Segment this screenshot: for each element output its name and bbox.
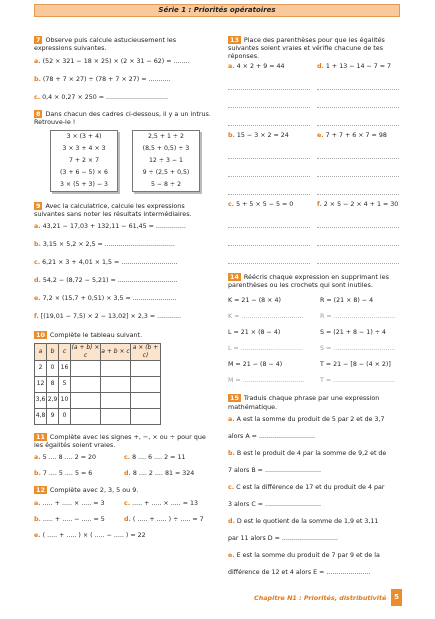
box-expression: 3 × (3 + 4) bbox=[66, 133, 102, 141]
item-letter: b. bbox=[228, 449, 235, 457]
item-expr: (52 × 321 − 18 × 25) × (2 × 31 − 62) = ........ bbox=[42, 58, 190, 66]
intruder-box-2 bbox=[132, 130, 200, 192]
answer-line[interactable] bbox=[317, 255, 399, 264]
item-c bbox=[34, 259, 214, 267]
item-c bbox=[34, 94, 214, 102]
answer-line[interactable] bbox=[317, 117, 399, 126]
item-c bbox=[228, 484, 406, 509]
item-letter: b. bbox=[34, 76, 41, 84]
item-b bbox=[228, 450, 406, 475]
answer-line[interactable] bbox=[317, 219, 399, 228]
item-answer[interactable]: alors A = ............................ bbox=[228, 432, 315, 440]
item-answer[interactable]: par 11 alors D = ............................ bbox=[228, 534, 338, 542]
item-letter: d. bbox=[34, 276, 41, 284]
table-cell: 12 bbox=[35, 376, 47, 392]
answer-line[interactable] bbox=[228, 99, 310, 108]
item-answer[interactable]: différence de 12 et 4 alors E = ...................... bbox=[228, 568, 371, 576]
table-cell: 0 bbox=[47, 360, 59, 376]
answer-line[interactable] bbox=[228, 81, 310, 90]
answer-line[interactable]: K = ............................... bbox=[228, 313, 304, 321]
item-letter: a. bbox=[34, 58, 41, 66]
item-text: E est la somme du produit de 7 par 9 et de la bbox=[236, 551, 380, 559]
header-cell: (a + b) × c bbox=[71, 343, 100, 359]
exercise-text: Réécris chaque expression en supprimant les parenthèses ou les crochets qui sont inutiles. bbox=[228, 273, 389, 290]
answer-line[interactable] bbox=[228, 168, 310, 177]
table-cell: 10 bbox=[59, 392, 71, 408]
item-d bbox=[228, 518, 406, 543]
answer-cell[interactable] bbox=[71, 392, 101, 408]
exercise-number: 11 bbox=[36, 432, 45, 441]
answer-cell[interactable] bbox=[71, 408, 101, 424]
header-cell: a bbox=[35, 343, 47, 360]
item-letter: b. bbox=[34, 240, 41, 248]
exercise-number: 10 bbox=[36, 330, 45, 339]
item-b bbox=[228, 132, 317, 195]
item-expr: [(19,01 − 7,5) × 2 − 13,02] × 2,3 = ............ bbox=[40, 312, 182, 320]
values-table bbox=[34, 343, 161, 425]
item-letter: f. bbox=[34, 312, 39, 320]
item-expr: 3,15 × 5,2 × 2,5 = ................................... bbox=[42, 240, 175, 248]
answer-cell[interactable] bbox=[71, 360, 101, 376]
item-letter: b. bbox=[34, 470, 41, 478]
exercise-text: Complète avec les signes +, −, × ou ÷ pour que les égalités soient vraies. bbox=[34, 432, 206, 449]
exercise-9 bbox=[34, 202, 214, 320]
item-expr: 1 + 13 − 14 − 7 = 7 bbox=[325, 63, 392, 71]
exercise-14 bbox=[228, 273, 406, 385]
item-expr: 7 + 7 + 6 × 7 = 98 bbox=[325, 132, 387, 140]
left-column bbox=[34, 22, 214, 540]
answer-line[interactable]: M = ............................... bbox=[228, 377, 305, 385]
item-letter: c. bbox=[34, 94, 41, 102]
header-cell: c bbox=[59, 343, 71, 360]
expression: S = (21 + 8 − 1) ÷ 4 bbox=[320, 329, 387, 337]
answer-cell[interactable] bbox=[131, 408, 161, 424]
box-expression: 3 × (5 + 3) − 3 bbox=[60, 181, 108, 189]
exercise-number: 7 bbox=[36, 36, 41, 44]
answer-cell[interactable] bbox=[101, 360, 131, 376]
table-cell: 5 bbox=[59, 376, 71, 392]
exercise-text: Place des parenthèses pour que les égalités suivantes soient vraies et vérifie chacune de tes réponses. bbox=[228, 36, 385, 61]
box-expression: 3 × 3 + 4 × 3 bbox=[62, 145, 106, 153]
answer-cell[interactable] bbox=[101, 392, 131, 408]
answer-line[interactable] bbox=[317, 237, 399, 246]
exercise-12 bbox=[34, 486, 214, 540]
item-d bbox=[34, 277, 214, 285]
item-letter: b. bbox=[34, 516, 41, 524]
item-letter: e. bbox=[34, 532, 41, 540]
item-d bbox=[317, 63, 406, 126]
item-expr: 6,21 × 3 + 4,01 × 1,5 = ............................ bbox=[42, 258, 178, 266]
box-expression: 9 ÷ (2,5 + 0,5) bbox=[142, 169, 190, 177]
exercise-number: 14 bbox=[230, 273, 239, 282]
item-answer[interactable]: 3 alors C = ............................ bbox=[228, 500, 322, 508]
box-expression: 2,5 + 1 ÷ 2 bbox=[148, 133, 184, 141]
item-expr: 4 × 2 + 9 = 44 bbox=[236, 63, 285, 71]
item-letter: d. bbox=[228, 517, 235, 525]
exercise-text: Avec la calculatrice, calcule les expressions suivantes sans noter les résultats intermédiaires. bbox=[34, 202, 192, 219]
exercise-number: 13 bbox=[230, 36, 239, 44]
table-cell: 9 bbox=[47, 408, 59, 424]
box-expression: 12 ÷ 3 − 1 bbox=[149, 157, 183, 165]
item-e bbox=[228, 552, 406, 577]
item-a bbox=[34, 223, 214, 231]
item-expr: 0,4 × 0,27 × 250 = ............................... bbox=[42, 94, 169, 102]
item-b bbox=[34, 76, 214, 84]
item-expr: 7,2 × (15,7 + 0,51) × 3,5 = ...................... bbox=[42, 294, 177, 302]
exercise-text: Complète le tableau suivant. bbox=[49, 330, 143, 339]
box-expression: (3 + 6 − 5) × 6 bbox=[60, 169, 108, 177]
exercise-13 bbox=[228, 36, 406, 264]
item-letter: c. bbox=[228, 201, 235, 209]
intruder-box-1 bbox=[50, 130, 118, 192]
chapter-footer: Chapitre N1 : Priorités, distributivité bbox=[254, 594, 387, 602]
exercise-8 bbox=[34, 110, 214, 192]
answer-cell[interactable] bbox=[101, 408, 131, 424]
table-row bbox=[35, 408, 161, 424]
item-f bbox=[317, 201, 406, 264]
answer-line[interactable]: L = ............................... bbox=[228, 345, 303, 353]
item-letter: a. bbox=[34, 222, 41, 230]
item-expr: 43,21 − 17,03 + 132,11 − 61,45 = ............... bbox=[42, 222, 186, 230]
answer-line[interactable] bbox=[228, 186, 310, 195]
box-expression: (8,5 + 0,5) ÷ 3 bbox=[142, 145, 190, 153]
item-letter: d. bbox=[124, 470, 131, 478]
item-c bbox=[124, 454, 214, 462]
exercise-text: Traduis chaque phrase par une expression mathématique. bbox=[228, 394, 380, 411]
item-letter: a. bbox=[228, 63, 235, 71]
exercise-7 bbox=[34, 36, 214, 102]
item-letter: c. bbox=[124, 454, 131, 462]
item-letter: d. bbox=[124, 516, 131, 524]
exercise-10 bbox=[34, 331, 214, 425]
header-cell: b bbox=[47, 343, 59, 360]
exercise-text: Observe puis calcule astucieusement les expressions suivantes. bbox=[34, 36, 177, 53]
expression: L = 21 × (8 − 4) bbox=[228, 329, 281, 337]
header-cell: a + b × c bbox=[101, 343, 131, 360]
item-e bbox=[317, 132, 406, 195]
item-text: C est la différence de 17 et du produit de 4 par bbox=[236, 483, 385, 491]
table-cell: 2,9 bbox=[47, 392, 59, 408]
item-a bbox=[34, 500, 124, 508]
item-letter: e. bbox=[317, 132, 324, 140]
answer-line[interactable] bbox=[228, 117, 310, 126]
answer-line[interactable] bbox=[317, 186, 399, 195]
item-letter: c. bbox=[34, 258, 41, 266]
item-b bbox=[34, 241, 214, 249]
table-row bbox=[35, 392, 161, 408]
answer-line[interactable] bbox=[317, 168, 399, 177]
item-text: B est le produit de 4 par la somme de 9,2 et de bbox=[236, 449, 387, 457]
item-a bbox=[228, 63, 317, 126]
answer-line[interactable] bbox=[228, 150, 310, 159]
item-answer[interactable]: 7 alors B = ............................ bbox=[228, 466, 321, 474]
exercise-number: 8 bbox=[36, 110, 41, 119]
answer-cell[interactable] bbox=[101, 376, 131, 392]
item-b bbox=[34, 470, 124, 478]
exercise-text: Dans chacun des cadres ci-dessous, il y a un intrus. Retrouve-le ! bbox=[34, 110, 211, 127]
expression: M = 21 − (8 − 4) bbox=[228, 361, 283, 369]
item-expr: 54,2 − (8,72 − 5,21) = .............................. bbox=[42, 276, 178, 284]
item-letter: f. bbox=[317, 201, 322, 209]
item-expr: 8 .... 6 .... 2 = 11 bbox=[132, 454, 186, 462]
item-expr: (78 + 7 × 27) ÷ (78 + 7 × 27) = ........... bbox=[42, 76, 171, 84]
expression: R = (21 × 8) − 4 bbox=[320, 297, 374, 305]
exercise-11 bbox=[34, 433, 214, 478]
item-letter: c. bbox=[124, 500, 131, 508]
item-text: D est le quotient de la somme de 1,9 et 3,11 bbox=[236, 517, 379, 525]
expression: T = 21 − [8 − (4 × 2)] bbox=[320, 361, 391, 369]
header-cell: a × (b + c) bbox=[131, 343, 161, 360]
answer-cell[interactable] bbox=[131, 376, 161, 392]
item-expr: 5 + 5 × 5 − 5 = 0 bbox=[236, 201, 294, 209]
item-e bbox=[34, 532, 214, 540]
exercise-number: 9 bbox=[36, 202, 41, 211]
item-letter: a. bbox=[34, 454, 41, 462]
item-expr: 15 − 3 × 2 = 24 bbox=[236, 132, 289, 140]
item-a bbox=[228, 416, 406, 441]
item-expr: ..... + ..... − ..... = 5 bbox=[42, 516, 105, 524]
answer-line[interactable] bbox=[317, 81, 399, 90]
right-column bbox=[228, 22, 406, 577]
table-cell: 8 bbox=[47, 376, 59, 392]
answer-cell[interactable] bbox=[71, 376, 101, 392]
answer-line[interactable]: T = ............................... bbox=[320, 377, 396, 385]
item-expr: 8 .... 2 .... 81 = 324 bbox=[132, 470, 195, 478]
box-expression: 7 + 2 × 7 bbox=[68, 157, 100, 165]
answer-line[interactable]: R = ............................... bbox=[320, 313, 396, 321]
answer-line[interactable] bbox=[228, 255, 310, 264]
answer-line[interactable] bbox=[317, 150, 399, 159]
answer-line[interactable] bbox=[228, 219, 310, 228]
item-letter: d. bbox=[317, 63, 324, 71]
item-letter: e. bbox=[228, 551, 235, 559]
item-d bbox=[124, 516, 214, 524]
answer-line[interactable] bbox=[228, 237, 310, 246]
item-f bbox=[34, 313, 214, 321]
item-letter: b. bbox=[228, 132, 235, 140]
table-cell: 0 bbox=[59, 408, 71, 424]
box-expression: 5 − 8 ÷ 2 bbox=[150, 181, 182, 189]
exercise-15 bbox=[228, 394, 406, 576]
table-cell: 2 bbox=[35, 360, 47, 376]
item-d bbox=[124, 470, 214, 478]
item-expr: 2 × 5 − 2 × 4 + 1 = 30 bbox=[323, 201, 399, 209]
table-cell: 16 bbox=[59, 360, 71, 376]
page-number: 5 bbox=[391, 589, 402, 606]
item-expr: ..... + ..... × ..... = 13 bbox=[132, 500, 198, 508]
item-a bbox=[34, 58, 214, 66]
item-letter: c. bbox=[228, 483, 235, 491]
table-header-row bbox=[35, 343, 161, 360]
item-letter: a. bbox=[34, 500, 41, 508]
table-row bbox=[35, 376, 161, 392]
series-header: Série 1 : Priorités opératoires bbox=[34, 4, 400, 17]
item-c bbox=[228, 201, 317, 264]
item-a bbox=[34, 454, 124, 462]
item-expr: 5 .... 8 .... 2 = 20 bbox=[42, 454, 96, 462]
table-cell: 4,8 bbox=[35, 408, 47, 424]
table-cell: 3,6 bbox=[35, 392, 47, 408]
exercise-text: Complète avec 2, 3, 5 ou 9. bbox=[49, 486, 139, 495]
table-row bbox=[35, 360, 161, 376]
answer-cell[interactable] bbox=[131, 360, 161, 376]
item-b bbox=[34, 516, 124, 524]
expression: K = 21 − (8 × 4) bbox=[228, 297, 281, 305]
item-text: A est la somme du produit de 5 par 2 et de 3,7 bbox=[236, 415, 385, 423]
item-letter: e. bbox=[34, 294, 41, 302]
item-expr: ..... + ..... × ..... = 3 bbox=[42, 500, 105, 508]
item-e bbox=[34, 295, 214, 303]
item-letter: a. bbox=[228, 415, 235, 423]
item-c bbox=[124, 500, 214, 508]
exercise-number: 12 bbox=[36, 486, 45, 495]
answer-line[interactable]: S = ............................... bbox=[320, 345, 396, 353]
answer-line[interactable] bbox=[317, 99, 399, 108]
exercise-number: 15 bbox=[230, 394, 239, 403]
item-expr: 7 .... 5 .... 5 = 6 bbox=[42, 470, 93, 478]
item-expr: ( ..... + ..... ) ÷ ..... = 7 bbox=[132, 516, 204, 524]
answer-cell[interactable] bbox=[131, 392, 161, 408]
item-expr: ( ..... + ..... ) × ( ..... − ..... ) = 22 bbox=[42, 532, 146, 540]
